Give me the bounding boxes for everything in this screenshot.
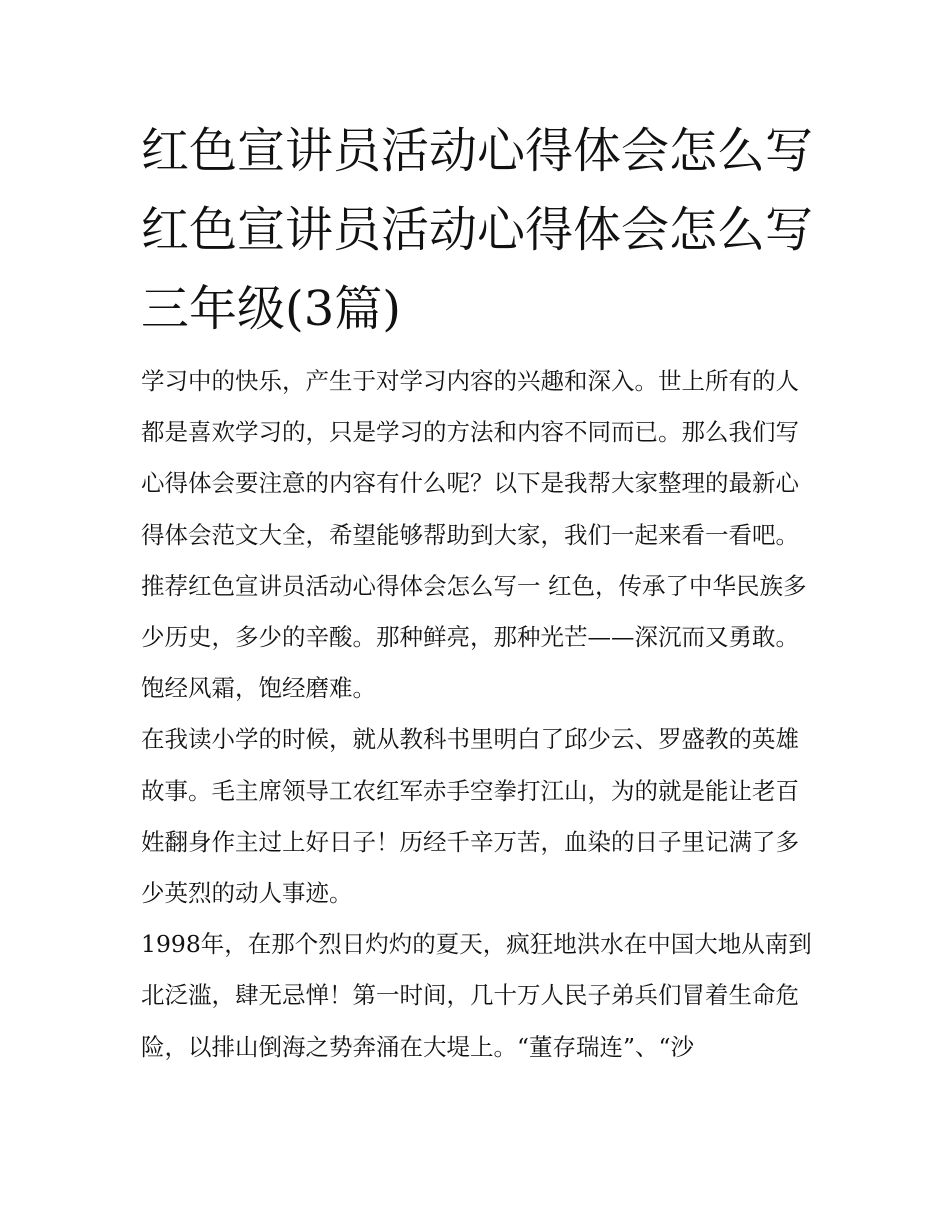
paragraph-intro: 学习中的快乐，产生于对学习内容的兴趣和深入。世上所有的人都是喜欢学习的，只是学习的方法和内容不同而已。那么我们写心得体会要注意的内容有什么呢？以下是我帮大家整理的最新心得体会范文大全，希望能够帮助到大家，我们一起来看一看吧。 (141, 367, 799, 549)
paragraph-1998-flood: 1998年，在那个烈日灼灼的夏天，疯狂地洪水在中国大地从南到北泛滥，肆无忌惮！第一时间，几十万人民子弟兵们冒着生命危险，以排山倒海之势奔涌在大堤上。“董存瑞连”、“沙 (141, 930, 812, 1061)
paragraph-school-memory: 在我读小学的时候，就从教科书里明白了邱少云、罗盛教的英雄故事。毛主席领导工农红军赤手空拳打江山，为的就是能让老百姓翻身作主过上好日子！历经千辛万苦，血染的日子里记满了多少英烈的动人事迹。 (141, 725, 799, 908)
document-body (141, 356, 813, 1073)
document-title: 红色宣讲员活动心得体会怎么写 红色宣讲员活动心得体会怎么写三年级(3篇) (141, 123, 814, 337)
paragraph-red-color: 推荐红色宣讲员活动心得体会怎么写一 红色，传承了中华民族多少历史，多少的辛酸。那种鲜亮，那种光芒——深沉而又勇敢。饱经风霜，饱经磨难。 (141, 571, 807, 703)
